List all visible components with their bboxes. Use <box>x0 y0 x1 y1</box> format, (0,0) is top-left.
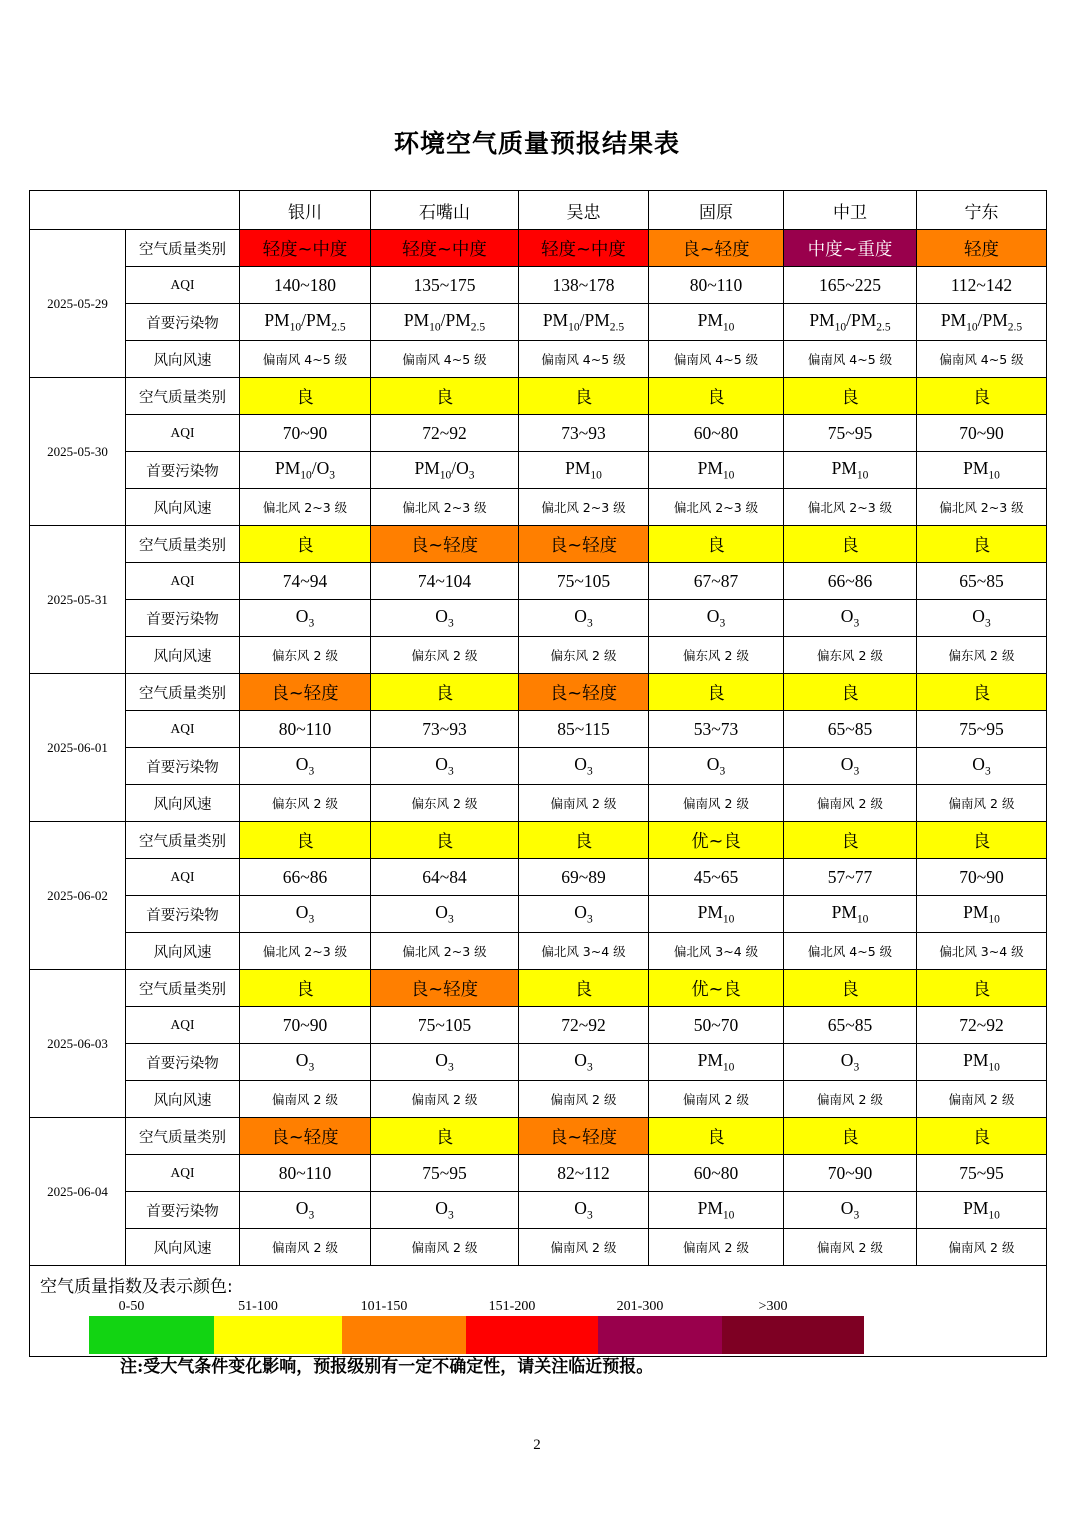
row-label-aqi: AQI <box>126 415 240 452</box>
category-cell: 良 <box>917 378 1047 415</box>
pollutant-cell: $PM_{10}/O_3$ <box>240 452 371 489</box>
aqi-cell: 70~90 <box>917 859 1047 896</box>
category-cell: 良~轻度 <box>519 674 649 711</box>
table-row <box>30 489 1047 526</box>
aqi-cell: 50~70 <box>649 1007 784 1044</box>
table-row <box>30 563 1047 600</box>
category-cell: 良 <box>371 822 519 859</box>
wind-cell: 偏南风 2 级 <box>917 1229 1047 1266</box>
aqi-cell: 65~85 <box>784 711 917 748</box>
pollutant-cell: $O_3$ <box>649 748 784 785</box>
table-row <box>30 637 1047 674</box>
aqi-cell: 75~95 <box>371 1155 519 1192</box>
table-row <box>30 1229 1047 1266</box>
forecast-date: 2025-06-02 <box>30 822 126 970</box>
pollutant-cell: $O_3$ <box>784 748 917 785</box>
legend-title: 空气质量指数及表示颜色: <box>40 1277 233 1297</box>
wind-cell: 偏南风 2 级 <box>519 785 649 822</box>
wind-cell: 偏北风 2~3 级 <box>649 489 784 526</box>
aqi-cell: 70~90 <box>240 415 371 452</box>
row-label-wind: 风向风速 <box>126 637 240 674</box>
pollutant-cell: $O_3$ <box>371 748 519 785</box>
wind-cell: 偏北风 4~5 级 <box>784 933 917 970</box>
legend-range-label: 0-50 <box>118 1299 145 1314</box>
aqi-cell: 75~95 <box>917 711 1047 748</box>
table-row <box>30 452 1047 489</box>
category-cell: 良 <box>371 1118 519 1155</box>
row-label-wind: 风向风速 <box>126 785 240 822</box>
row-label-pollutant: 首要污染物 <box>126 600 240 637</box>
pollutant-cell: $PM_{10}/PM_{2.5}$ <box>519 304 649 341</box>
wind-cell: 偏南风 2 级 <box>240 1229 371 1266</box>
row-label-pollutant: 首要污染物 <box>126 304 240 341</box>
wind-cell: 偏南风 4~5 级 <box>371 341 519 378</box>
pollutant-cell: $PM_{10}$ <box>649 1192 784 1229</box>
category-cell: 良 <box>784 526 917 563</box>
row-label-pollutant: 首要污染物 <box>126 452 240 489</box>
table-row <box>30 785 1047 822</box>
wind-cell: 偏南风 2 级 <box>240 1081 371 1118</box>
legend-color-swatch <box>89 1316 214 1354</box>
category-cell: 良~轻度 <box>371 526 519 563</box>
wind-cell: 偏南风 2 级 <box>649 785 784 822</box>
aqi-cell: 60~80 <box>649 1155 784 1192</box>
pollutant-cell: $O_3$ <box>917 748 1047 785</box>
aqi-cell: 112~142 <box>917 267 1047 304</box>
category-cell: 良 <box>649 378 784 415</box>
legend-range-label: 101-150 <box>360 1299 408 1314</box>
row-label-aqi: AQI <box>126 1007 240 1044</box>
pollutant-cell: $O_3$ <box>784 1192 917 1229</box>
wind-cell: 偏东风 2 级 <box>784 637 917 674</box>
aqi-cell: 75~95 <box>917 1155 1047 1192</box>
pollutant-cell: $PM_{10}/PM_{2.5}$ <box>371 304 519 341</box>
pollutant-cell: $O_3$ <box>371 1192 519 1229</box>
wind-cell: 偏南风 4~5 级 <box>649 341 784 378</box>
aqi-cell: 135~175 <box>371 267 519 304</box>
wind-cell: 偏南风 2 级 <box>371 1081 519 1118</box>
category-cell: 轻度~中度 <box>519 230 649 267</box>
wind-cell: 偏东风 2 级 <box>649 637 784 674</box>
city-header: 银川 <box>240 191 371 230</box>
pollutant-cell: $PM_{10}$ <box>784 452 917 489</box>
pollutant-cell: $PM_{10}$ <box>649 896 784 933</box>
aqi-cell: 80~110 <box>240 711 371 748</box>
category-cell: 良 <box>519 378 649 415</box>
row-label-category: 空气质量类别 <box>126 526 240 563</box>
forecast-table <box>29 190 1047 1357</box>
category-cell: 良~轻度 <box>240 674 371 711</box>
aqi-cell: 80~110 <box>240 1155 371 1192</box>
aqi-cell: 75~95 <box>784 415 917 452</box>
wind-cell: 偏南风 2 级 <box>917 785 1047 822</box>
legend-color-swatch <box>466 1316 598 1354</box>
wind-cell: 偏南风 4~5 级 <box>784 341 917 378</box>
wind-cell: 偏北风 3~4 级 <box>917 933 1047 970</box>
aqi-cell: 138~178 <box>519 267 649 304</box>
aqi-cell: 60~80 <box>649 415 784 452</box>
pollutant-cell: $PM_{10}$ <box>917 1044 1047 1081</box>
category-cell: 良 <box>519 822 649 859</box>
category-cell: 轻度 <box>917 230 1047 267</box>
pollutant-cell: $O_3$ <box>240 1192 371 1229</box>
category-cell: 良 <box>649 1118 784 1155</box>
aqi-cell: 74~104 <box>371 563 519 600</box>
forecast-date: 2025-06-01 <box>30 674 126 822</box>
aqi-cell: 75~105 <box>371 1007 519 1044</box>
table-row <box>30 933 1047 970</box>
pollutant-cell: $O_3$ <box>519 600 649 637</box>
wind-cell: 偏南风 4~5 级 <box>917 341 1047 378</box>
table-row <box>30 230 1047 267</box>
category-cell: 良 <box>649 526 784 563</box>
wind-cell: 偏北风 2~3 级 <box>917 489 1047 526</box>
legend-color-swatch <box>722 1316 864 1354</box>
wind-cell: 偏南风 4~5 级 <box>519 341 649 378</box>
legend-range-label: 51-100 <box>238 1299 278 1314</box>
aqi-cell: 67~87 <box>649 563 784 600</box>
legend-range-label: 151-200 <box>488 1299 536 1314</box>
pollutant-cell: $PM_{10}$ <box>917 452 1047 489</box>
pollutant-cell: $PM_{10}$ <box>917 896 1047 933</box>
aqi-cell: 140~180 <box>240 267 371 304</box>
aqi-cell: 65~85 <box>784 1007 917 1044</box>
forecast-date: 2025-05-29 <box>30 230 126 378</box>
page-number: 2 <box>533 1437 541 1453</box>
wind-cell: 偏南风 2 级 <box>784 1229 917 1266</box>
aqi-cell: 65~85 <box>917 563 1047 600</box>
wind-cell: 偏南风 2 级 <box>784 785 917 822</box>
legend-color-swatch <box>598 1316 722 1354</box>
category-cell: 良 <box>371 378 519 415</box>
pollutant-cell: $PM_{10}/PM_{2.5}$ <box>917 304 1047 341</box>
aqi-legend <box>30 1266 1047 1357</box>
category-cell: 优~良 <box>649 970 784 1007</box>
aqi-cell: 73~93 <box>371 711 519 748</box>
table-row <box>30 267 1047 304</box>
aqi-cell: 66~86 <box>240 859 371 896</box>
pollutant-cell: $O_3$ <box>240 896 371 933</box>
wind-cell: 偏北风 2~3 级 <box>371 933 519 970</box>
category-cell: 良 <box>240 526 371 563</box>
header-corner <box>30 191 240 230</box>
table-row <box>30 748 1047 785</box>
wind-cell: 偏北风 3~4 级 <box>649 933 784 970</box>
legend-color-swatch <box>342 1316 466 1354</box>
aqi-cell: 53~73 <box>649 711 784 748</box>
table-row <box>30 1155 1047 1192</box>
table-row <box>30 896 1047 933</box>
pollutant-cell: $O_3$ <box>784 1044 917 1081</box>
pollutant-cell: $O_3$ <box>371 896 519 933</box>
pollutant-cell: $PM_{10}$ <box>649 452 784 489</box>
row-label-wind: 风向风速 <box>126 341 240 378</box>
aqi-cell: 66~86 <box>784 563 917 600</box>
table-row <box>30 1192 1047 1229</box>
aqi-cell: 64~84 <box>371 859 519 896</box>
table-row <box>30 1118 1047 1155</box>
aqi-cell: 69~89 <box>519 859 649 896</box>
aqi-cell: 74~94 <box>240 563 371 600</box>
row-label-pollutant: 首要污染物 <box>126 1192 240 1229</box>
table-row <box>30 341 1047 378</box>
aqi-cell: 85~115 <box>519 711 649 748</box>
row-label-wind: 风向风速 <box>126 489 240 526</box>
wind-cell: 偏南风 4~5 级 <box>240 341 371 378</box>
pollutant-cell: $O_3$ <box>240 1044 371 1081</box>
wind-cell: 偏北风 2~3 级 <box>784 489 917 526</box>
wind-cell: 偏东风 2 级 <box>519 637 649 674</box>
table-row <box>30 526 1047 563</box>
table-row <box>30 415 1047 452</box>
aqi-cell: 72~92 <box>519 1007 649 1044</box>
aqi-cell: 45~65 <box>649 859 784 896</box>
wind-cell: 偏东风 2 级 <box>917 637 1047 674</box>
category-cell: 轻度~中度 <box>240 230 371 267</box>
row-label-category: 空气质量类别 <box>126 822 240 859</box>
table-row <box>30 970 1047 1007</box>
legend-range-label: 201-300 <box>616 1299 664 1314</box>
aqi-cell: 75~105 <box>519 563 649 600</box>
wind-cell: 偏北风 2~3 级 <box>240 933 371 970</box>
pollutant-cell: $PM_{10}/PM_{2.5}$ <box>240 304 371 341</box>
aqi-cell: 72~92 <box>371 415 519 452</box>
legend-color-swatch <box>214 1316 342 1354</box>
pollutant-cell: $O_3$ <box>371 1044 519 1081</box>
forecast-date: 2025-05-30 <box>30 378 126 526</box>
row-label-pollutant: 首要污染物 <box>126 748 240 785</box>
category-cell: 中度~重度 <box>784 230 917 267</box>
table-row <box>30 600 1047 637</box>
city-header: 中卫 <box>784 191 917 230</box>
header-row <box>30 191 1047 230</box>
pollutant-cell: $PM_{10}$ <box>649 1044 784 1081</box>
row-label-aqi: AQI <box>126 563 240 600</box>
row-label-wind: 风向风速 <box>126 1229 240 1266</box>
wind-cell: 偏东风 2 级 <box>240 637 371 674</box>
pollutant-cell: $O_3$ <box>917 600 1047 637</box>
pollutant-cell: $PM_{10}$ <box>917 1192 1047 1229</box>
aqi-cell: 57~77 <box>784 859 917 896</box>
pollutant-cell: $PM_{10}/PM_{2.5}$ <box>784 304 917 341</box>
city-header: 石嘴山 <box>371 191 519 230</box>
aqi-cell: 70~90 <box>917 415 1047 452</box>
category-cell: 良 <box>917 822 1047 859</box>
pollutant-cell: $PM_{10}$ <box>649 304 784 341</box>
wind-cell: 偏北风 3~4 级 <box>519 933 649 970</box>
wind-cell: 偏南风 2 级 <box>649 1229 784 1266</box>
wind-cell: 偏南风 2 级 <box>784 1081 917 1118</box>
pollutant-cell: $O_3$ <box>519 896 649 933</box>
forecast-date: 2025-06-04 <box>30 1118 126 1266</box>
row-label-category: 空气质量类别 <box>126 230 240 267</box>
page-title: 环境空气质量预报结果表 <box>393 129 680 158</box>
table-row <box>30 1007 1047 1044</box>
row-label-wind: 风向风速 <box>126 933 240 970</box>
pollutant-cell: $PM_{10}$ <box>519 452 649 489</box>
category-cell: 良 <box>240 970 371 1007</box>
row-label-aqi: AQI <box>126 1155 240 1192</box>
wind-cell: 偏南风 2 级 <box>519 1229 649 1266</box>
table-row <box>30 304 1047 341</box>
wind-cell: 偏东风 2 级 <box>371 637 519 674</box>
row-label-pollutant: 首要污染物 <box>126 1044 240 1081</box>
pollutant-cell: $O_3$ <box>519 1044 649 1081</box>
category-cell: 良 <box>371 674 519 711</box>
city-header: 宁东 <box>917 191 1047 230</box>
city-header: 吴忠 <box>519 191 649 230</box>
pollutant-cell: $O_3$ <box>519 1192 649 1229</box>
category-cell: 良 <box>784 1118 917 1155</box>
aqi-cell: 70~90 <box>240 1007 371 1044</box>
pollutant-cell: $O_3$ <box>519 748 649 785</box>
row-label-category: 空气质量类别 <box>126 674 240 711</box>
row-label-pollutant: 首要污染物 <box>126 896 240 933</box>
category-cell: 良 <box>784 970 917 1007</box>
wind-cell: 偏东风 2 级 <box>240 785 371 822</box>
category-cell: 良 <box>649 674 784 711</box>
row-label-aqi: AQI <box>126 711 240 748</box>
city-header: 固原 <box>649 191 784 230</box>
legend-range-label: >300 <box>758 1299 788 1314</box>
table-row <box>30 674 1047 711</box>
table-row <box>30 1044 1047 1081</box>
forecast-date: 2025-06-03 <box>30 970 126 1118</box>
aqi-cell: 80~110 <box>649 267 784 304</box>
category-cell: 轻度~中度 <box>371 230 519 267</box>
pollutant-cell: $O_3$ <box>371 600 519 637</box>
aqi-cell: 70~90 <box>784 1155 917 1192</box>
pollutant-cell: $PM_{10}/O_3$ <box>371 452 519 489</box>
aqi-cell: 72~92 <box>917 1007 1047 1044</box>
pollutant-cell: $O_3$ <box>649 600 784 637</box>
disclaimer-note: 注:受大气条件变化影响，预报级别有一定不确定性，请关注临近预报。 <box>120 1357 654 1377</box>
wind-cell: 偏北风 2~3 级 <box>240 489 371 526</box>
pollutant-cell: $PM_{10}$ <box>784 896 917 933</box>
category-cell: 良 <box>917 674 1047 711</box>
category-cell: 良~轻度 <box>649 230 784 267</box>
category-cell: 良 <box>917 1118 1047 1155</box>
category-cell: 优~良 <box>649 822 784 859</box>
table-row <box>30 711 1047 748</box>
category-cell: 良 <box>784 674 917 711</box>
pollutant-cell: $O_3$ <box>784 600 917 637</box>
row-label-category: 空气质量类别 <box>126 378 240 415</box>
wind-cell: 偏东风 2 级 <box>371 785 519 822</box>
category-cell: 良 <box>240 822 371 859</box>
wind-cell: 偏北风 2~3 级 <box>371 489 519 526</box>
category-cell: 良 <box>917 526 1047 563</box>
table-row <box>30 822 1047 859</box>
row-label-category: 空气质量类别 <box>126 1118 240 1155</box>
category-cell: 良~轻度 <box>240 1118 371 1155</box>
table-row <box>30 378 1047 415</box>
aqi-cell: 165~225 <box>784 267 917 304</box>
row-label-category: 空气质量类别 <box>126 970 240 1007</box>
category-cell: 良~轻度 <box>519 526 649 563</box>
table-row <box>30 1081 1047 1118</box>
category-cell: 良 <box>784 822 917 859</box>
aqi-cell: 82~112 <box>519 1155 649 1192</box>
forecast-body <box>30 230 1047 1266</box>
aqi-cell: 73~93 <box>519 415 649 452</box>
category-cell: 良 <box>784 378 917 415</box>
pollutant-cell: $O_3$ <box>240 600 371 637</box>
wind-cell: 偏南风 2 级 <box>917 1081 1047 1118</box>
table-row <box>30 859 1047 896</box>
category-cell: 良~轻度 <box>371 970 519 1007</box>
category-cell: 良~轻度 <box>519 1118 649 1155</box>
category-cell: 良 <box>917 970 1047 1007</box>
row-label-aqi: AQI <box>126 267 240 304</box>
wind-cell: 偏南风 2 级 <box>371 1229 519 1266</box>
row-label-wind: 风向风速 <box>126 1081 240 1118</box>
wind-cell: 偏南风 2 级 <box>519 1081 649 1118</box>
row-label-aqi: AQI <box>126 859 240 896</box>
forecast-date: 2025-05-31 <box>30 526 126 674</box>
category-cell: 良 <box>240 378 371 415</box>
wind-cell: 偏北风 2~3 级 <box>519 489 649 526</box>
wind-cell: 偏南风 2 级 <box>649 1081 784 1118</box>
pollutant-cell: $O_3$ <box>240 748 371 785</box>
category-cell: 良 <box>519 970 649 1007</box>
